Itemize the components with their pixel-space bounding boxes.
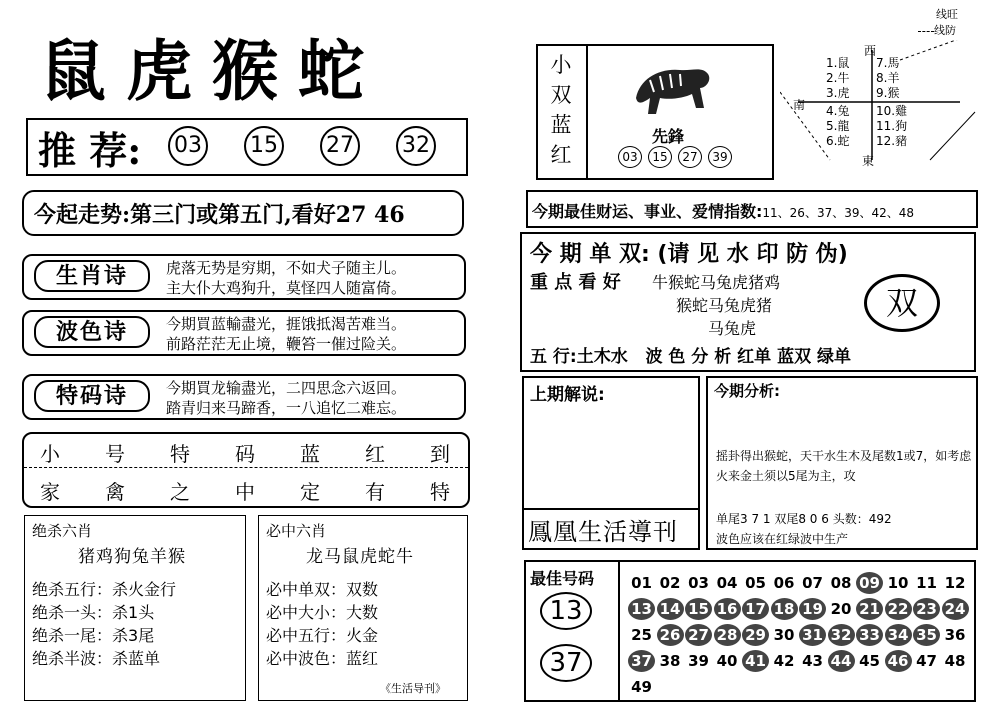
slogan-char: 家 (40, 480, 60, 504)
win-row-value: 蓝红 (346, 649, 379, 668)
compass-item: 1.鼠 (826, 56, 850, 70)
grid-number: 25 (631, 626, 652, 644)
grid-number: 23 (913, 598, 940, 620)
vanguard-number: 03 (618, 146, 642, 168)
compass-item: 6.蛇 (826, 134, 850, 148)
win-row (266, 578, 378, 601)
grid-number: 07 (802, 574, 823, 592)
slogan-char: 号 (105, 442, 125, 466)
recommend-number: 27 (320, 126, 360, 166)
grid-number: 16 (714, 598, 741, 620)
slogan-row-2 (40, 476, 450, 505)
best-numbers (540, 592, 610, 692)
grid-number: 08 (830, 574, 852, 592)
win-row-key: 必中单双： (266, 580, 347, 599)
grid-number: 18 (771, 598, 798, 620)
win-row-value: 火金 (346, 626, 379, 645)
grid-number: 34 (885, 624, 912, 646)
double-circle (864, 274, 940, 332)
brand: 鳳凰生活導刊 (528, 518, 678, 546)
grid-number: 05 (745, 574, 766, 592)
win-row-key: 必中大小： (266, 603, 347, 622)
grid-number: 40 (716, 652, 738, 670)
slogan-char: 之 (170, 480, 190, 504)
grid-number: 15 (685, 598, 712, 620)
recommend-numbers (168, 126, 468, 168)
legend-bottom: 线防 (918, 22, 956, 38)
grid-number: 13 (628, 598, 655, 620)
compass-item: 5.龍 (826, 119, 850, 133)
double-char: 双 (885, 284, 918, 322)
win-footer: 《生活导刊》 (380, 682, 446, 695)
grid-number: 38 (659, 652, 681, 670)
odd-even-title: 今 期 单 双: (请 见 水 印 防 伪) (530, 242, 848, 267)
grid-number: 17 (742, 598, 769, 620)
slogan-char: 定 (300, 480, 320, 504)
slogan-char: 码 (235, 442, 255, 466)
kill-row (32, 647, 176, 670)
poem-line-1: 虎落无势是穷期，不如犬子随主儿。 (166, 259, 407, 277)
focus-line-1: 牛猴蛇马兔虎猪鸡 (652, 273, 781, 292)
grid-number: 20 (830, 600, 852, 618)
compass-item: 11.狗 (876, 119, 908, 133)
grid-number: 01 (631, 574, 652, 592)
grid-number: 41 (742, 650, 769, 672)
compass-item: 9.猴 (876, 86, 900, 100)
kill-row-key: 绝杀半波： (32, 649, 113, 668)
legend-top: 线旺 (936, 8, 958, 21)
grid-number: 31 (799, 624, 826, 646)
kill-row (32, 601, 176, 624)
win-animals: 龙马鼠虎蛇牛 (306, 547, 414, 567)
kill-rows (32, 578, 176, 670)
vanguard-number: 27 (678, 146, 702, 168)
grid-number: 32 (828, 624, 855, 646)
number-grid (628, 572, 972, 700)
compass-top-left (826, 56, 849, 101)
slogan-char: 中 (235, 480, 255, 504)
compass-bottom-right (876, 104, 907, 149)
best-number: 13 (540, 592, 592, 630)
last-label: 上期解说: (530, 385, 605, 405)
vertical-title (546, 50, 576, 170)
kill-row-value: 杀3尾 (112, 626, 155, 645)
grid-number: 06 (773, 574, 795, 592)
win-row-key: 必中五行： (266, 626, 347, 645)
grid-number: 10 (887, 574, 909, 592)
analysis-text-3: 波色应该在红绿波中生产 (716, 532, 849, 546)
compass-item: 10.雞 (876, 104, 908, 118)
vertical-title-char: 双 (550, 83, 572, 107)
grid-number: 46 (885, 650, 912, 672)
vertical-title-char: 红 (550, 143, 572, 167)
vertical-title-char: 蓝 (550, 113, 572, 137)
grid-number: 03 (688, 574, 709, 592)
poem-line-2: 前路茫茫无止境，鞭笞一催过险关。 (166, 335, 407, 353)
vanguard-label: 先鋒 (652, 127, 685, 146)
grid-number: 36 (944, 626, 966, 644)
grid-number: 42 (773, 652, 795, 670)
slogan-divider (24, 467, 468, 468)
trend-text: 今起走势:第三门或第五门,看好27 46 (34, 202, 405, 228)
slogan-char: 蓝 (300, 442, 320, 466)
poem-line-2: 主大仆大鸡狗升，莫怪四人随富倚。 (166, 279, 407, 297)
compass-east: 東 (862, 154, 875, 168)
compass-south: 南 (793, 98, 806, 112)
compass-item: 7.馬 (876, 56, 900, 70)
kill-row-value: 杀1头 (112, 603, 155, 622)
grid-number: 47 (916, 652, 937, 670)
kill-title: 绝杀六肖 (32, 522, 93, 540)
kill-animals: 猪鸡狗兔羊猴 (78, 547, 186, 567)
grid-number: 26 (657, 624, 684, 646)
slogan-char: 红 (365, 442, 385, 466)
grid-number: 35 (913, 624, 940, 646)
win-row-value: 大数 (346, 603, 379, 622)
kill-row-key: 绝杀一头： (32, 603, 113, 622)
poem-line-1: 今期買龙输盡光，二四思念六返回。 (166, 379, 407, 397)
grid-number: 30 (773, 626, 795, 644)
kill-row (32, 578, 176, 601)
compass-item: 8.羊 (876, 71, 900, 85)
win-rows (266, 578, 378, 670)
focus-line-2: 猴蛇马兔虎猪 (676, 296, 773, 315)
grid-number: 24 (942, 598, 969, 620)
poem-line-1: 今期買蓝輸盡光，捱饿抵渴苦难当。 (166, 315, 407, 333)
best-label: 最佳号码 (530, 569, 595, 588)
kill-row-key: 绝杀五行： (32, 580, 113, 599)
analysis-text-2: 单尾3 7 1 双尾8 0 6 头数：492 (716, 512, 892, 526)
vanguard-numbers (618, 146, 738, 170)
grid-number: 11 (916, 574, 937, 592)
grid-number: 21 (856, 598, 883, 620)
grid-number: 43 (802, 652, 823, 670)
poem-label: 特码诗 (34, 380, 150, 412)
kill-row-value: 杀蓝单 (112, 649, 161, 668)
compass-item: 2.牛 (826, 71, 850, 85)
grid-number: 19 (799, 598, 826, 620)
grid-number: 14 (657, 598, 684, 620)
grid-number: 48 (944, 652, 966, 670)
slogan-char: 有 (365, 480, 385, 504)
slogan-char: 小 (40, 442, 60, 466)
slogan-row-1 (40, 438, 450, 467)
poem-label: 波色诗 (34, 316, 150, 348)
recommend-number: 32 (396, 126, 436, 166)
vanguard-number: 39 (708, 146, 732, 168)
slogan-char: 特 (430, 480, 450, 504)
compass-bottom-left (826, 104, 849, 149)
recommend-number: 15 (244, 126, 284, 166)
tiger-icon (630, 58, 714, 122)
focus-line-3: 马兔虎 (708, 319, 757, 338)
recommend-label: 推 荐: (38, 128, 142, 173)
kill-row-value: 杀火金行 (112, 580, 177, 599)
wuxing-line: 五 行:土木水 波 色 分 析 红单 蓝双 绿单 (530, 347, 851, 367)
grid-number: 04 (716, 574, 738, 592)
grid-number: 37 (628, 650, 655, 672)
win-row-value: 双数 (346, 580, 379, 599)
compass-item: 12.豬 (876, 134, 908, 148)
recommend-number: 03 (168, 126, 208, 166)
win-row-key: 必中波色： (266, 649, 347, 668)
grid-number: 09 (856, 572, 883, 594)
slogan-char: 到 (430, 442, 450, 466)
vertical-title-char: 小 (550, 53, 572, 77)
analysis-label: 今期分析: (714, 382, 780, 400)
win-row (266, 601, 378, 624)
grid-number: 28 (714, 624, 741, 646)
compass-item: 4.兔 (826, 104, 850, 118)
win-row (266, 624, 378, 647)
grid-number: 49 (631, 678, 652, 696)
analysis-text-1: 摇卦得出猴蛇，天干水生木及尾数1或7，如考虑火来金土须以5尾为主，攻 (716, 449, 972, 483)
grid-number: 12 (944, 574, 966, 592)
slogan-char: 禽 (105, 480, 125, 504)
grid-number: 33 (856, 624, 883, 646)
slogan-char: 特 (170, 442, 190, 466)
grid-number: 45 (859, 652, 880, 670)
compass-west: 西 (864, 44, 877, 58)
grid-number: 22 (885, 598, 912, 620)
poem-label: 生肖诗 (34, 260, 150, 292)
poem-line-2: 踏青归来马蹄香，一八追忆二难忘。 (166, 399, 407, 417)
grid-number: 27 (685, 624, 712, 646)
index-line: 今期最佳财运、事业、爱情指数:11、26、37、39、42、48 (532, 202, 915, 221)
win-row (266, 647, 378, 670)
win-title: 必中六肖 (266, 522, 327, 540)
compass-item: 3.虎 (826, 86, 850, 100)
page-title: 鼠虎猴蛇 (40, 33, 384, 110)
compass-top-right (876, 56, 899, 101)
grid-number: 29 (742, 624, 769, 646)
kill-row (32, 624, 176, 647)
grid-number: 39 (688, 652, 709, 670)
grid-number: 44 (828, 650, 855, 672)
focus-label: 重 点 看 好 (530, 272, 621, 293)
vanguard-number: 15 (648, 146, 672, 168)
grid-number: 02 (659, 574, 681, 592)
best-number: 37 (540, 644, 592, 682)
kill-row-key: 绝杀一尾： (32, 626, 113, 645)
